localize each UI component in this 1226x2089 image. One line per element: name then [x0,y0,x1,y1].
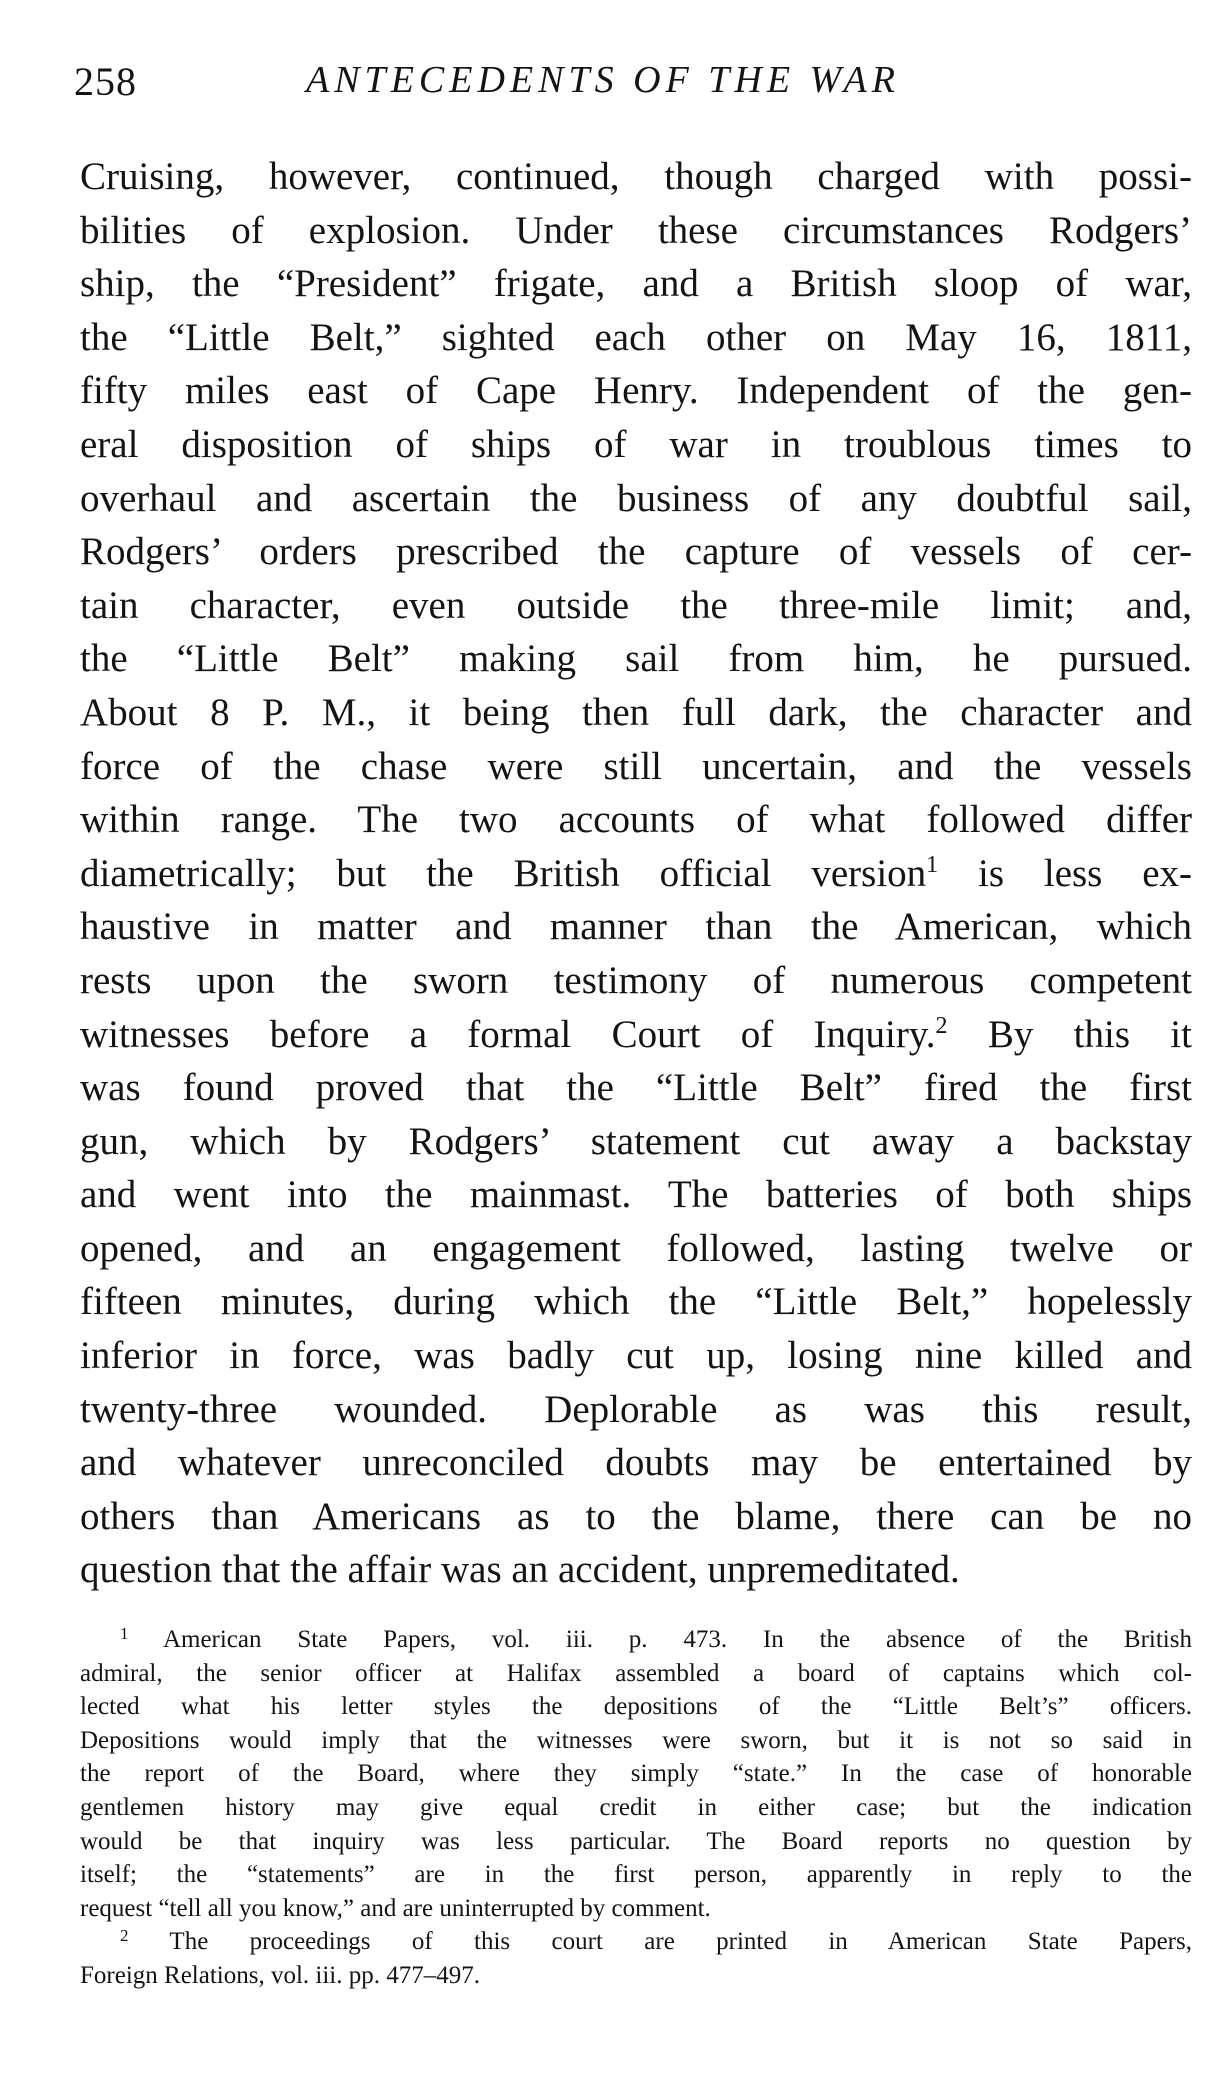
footnote-marker: 2 [120,1926,129,1946]
body-text [80,150,1192,1597]
body-line: gun, which by Rodgers’ statement cut away a backstay [80,1119,1192,1163]
body-line: within range. The two accounts of what followed differ [80,798,1192,842]
body-line: fifteen minutes, during which the “Little Belt,” hopelessly [80,1280,1192,1324]
footnote-line: admiral, the senior officer at Halifax assembled a board of captains which col- [80,1659,1192,1687]
body-line: others than Americans as to the blame, there can be no [80,1494,1192,1538]
running-head: ANTECEDENTS OF THE WAR [306,59,900,101]
footnote-line: would be that inquiry was less particular. The Board reports no question by [80,1827,1192,1855]
footnote-2-first-line [80,1925,1192,1959]
footnote-line: lected what his letter styles the depositions of the “Little Belt’s” officers. [80,1693,1192,1721]
footnote-reference: 2 [935,1012,948,1039]
footnotes [80,1623,1192,1993]
body-line: and went into the mainmast. The batteries of both ships [80,1173,1192,1217]
body-line: About 8 P. M., it being then full dark, the character and [80,690,1192,734]
footnote-line: itself; the “statements” are in the first person, apparently in reply to the [80,1861,1192,1889]
footnote-line: the report of the Board, where they simply “state.” In the case of honorable [80,1760,1192,1788]
footnote-marker: 1 [120,1624,129,1643]
body-line: force of the chase were still uncertain, and the vessels [80,744,1192,788]
body-line: rests upon the sworn testimony of numerous competent [80,958,1192,1002]
footnote-text: The proceedings of this court are printed in American State Papers, [128,1928,1192,1956]
body-line-with-footnote-ref [80,1008,1192,1062]
body-line: Rodgers’ orders prescribed the capture of vessels of cer- [80,530,1192,574]
body-line: inferior in force, was badly cut up, losing nine killed and [80,1334,1192,1378]
body-line: was found proved that the “Little Belt” fired the first [80,1066,1192,1110]
body-line: bilities of explosion. Under these circumstances Rodgers’ [80,208,1192,252]
body-line: fifty miles east of Cape Henry. Independent of the gen- [80,369,1192,413]
footnote-line: Foreign Relations, vol. iii. pp. 477–497. [80,1961,480,1989]
page-header [74,58,1184,118]
body-text-segment: witnesses before a formal Court of Inquiry. [80,1012,936,1056]
body-line: twenty-three wounded. Deplorable as was this result, [80,1387,1192,1431]
body-line: question that the affair was an accident, unpremeditated. [80,1548,960,1592]
footnote-reference: 1 [926,851,939,878]
page-number: 258 [74,59,137,104]
body-text-segment: By this it [947,1012,1192,1056]
body-line: eral disposition of ships of war in troublous times to [80,422,1192,466]
body-line: the “Little Belt,” sighted each other on May 16, 1811, [80,315,1192,359]
body-line: haustive in matter and manner than the American, which [80,905,1192,949]
body-line: and whatever unreconciled doubts may be entertained by [80,1441,1192,1485]
body-line: ship, the “President” frigate, and a British sloop of war, [80,262,1192,306]
footnote-text: American State Papers, vol. iii. p. 473. In the absence of the British [128,1626,1192,1653]
body-line: Cruising, however, continued, though charged with possi- [80,155,1192,198]
footnote-line: request “tell all you know,” and are uninterrupted by comment. [80,1894,711,1922]
body-line-with-footnote-ref [80,847,1192,901]
footnote-line: Depositions would imply that the witnesses were sworn, but it is not so said in [80,1726,1192,1754]
body-text-segment: is less ex- [938,851,1192,895]
body-line: tain character, even outside the three-mile limit; and, [80,583,1192,627]
body-line: overhaul and ascertain the business of any doubtful sail, [80,476,1192,520]
footnote-1-first-line [80,1623,1192,1657]
footnote-line: gentlemen history may give equal credit in either case; but the indication [80,1793,1192,1821]
body-line: the “Little Belt” making sail from him, he pursued. [80,637,1192,681]
body-text-segment: diametrically; but the British official version [80,851,927,895]
body-line: opened, and an engagement followed, lasting twelve or [80,1226,1192,1270]
